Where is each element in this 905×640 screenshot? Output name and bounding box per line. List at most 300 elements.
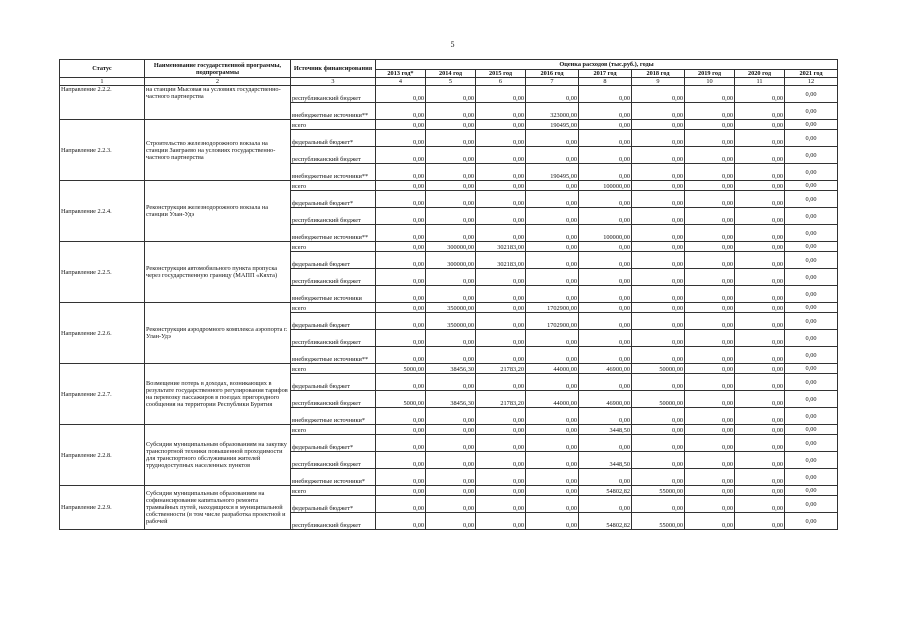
- value-cell: 0,00: [579, 313, 632, 330]
- value-cell: 0,00: [526, 425, 579, 435]
- value-cell: 0,00: [526, 191, 579, 208]
- value-cell: 0,00: [376, 286, 426, 303]
- value-cell: 0,00: [735, 269, 785, 286]
- value-cell: 0,00: [376, 347, 426, 364]
- status-cell: Направление 2.2.3.: [60, 120, 145, 181]
- value-cell: 0,00: [476, 191, 526, 208]
- value-cell: 100000,00: [579, 181, 632, 191]
- value-cell: 0,00: [785, 252, 838, 269]
- value-cell: 0,00: [632, 425, 685, 435]
- value-cell: 0,00: [685, 269, 735, 286]
- value-cell: 44000,00: [526, 391, 579, 408]
- value-cell: 54802,82: [579, 513, 632, 530]
- column-number: 8: [579, 78, 632, 86]
- value-cell: 0,00: [735, 252, 785, 269]
- program-name-cell: Субсидия муниципальным образованиям на закупку транспортной техники повышенной проходимости для транспортного обслуживания жителей труднодоступных населенных пунктов: [145, 425, 291, 486]
- value-cell: 302183,00: [476, 242, 526, 252]
- value-cell: 0,00: [685, 286, 735, 303]
- value-cell: 0,00: [685, 435, 735, 452]
- value-cell: 0,00: [685, 313, 735, 330]
- source-cell: внебюджетные источники**: [291, 164, 376, 181]
- value-cell: 0,00: [426, 347, 476, 364]
- value-cell: 46900,00: [579, 391, 632, 408]
- status-cell: Направление 2.2.7.: [60, 364, 145, 425]
- value-cell: 0,00: [376, 486, 426, 496]
- source-cell: федеральный бюджет: [291, 313, 376, 330]
- source-cell: внебюджетные источники: [291, 286, 376, 303]
- source-cell: внебюджетные источники**: [291, 225, 376, 242]
- value-cell: 0,00: [685, 425, 735, 435]
- value-cell: 0,00: [632, 208, 685, 225]
- value-cell: 0,00: [685, 391, 735, 408]
- value-cell: 0,00: [376, 496, 426, 513]
- value-cell: 0,00: [579, 269, 632, 286]
- value-cell: 1702900,00: [526, 313, 579, 330]
- status-cell: Направление 2.2.6.: [60, 303, 145, 364]
- value-cell: 0,00: [785, 374, 838, 391]
- value-cell: 0,00: [685, 191, 735, 208]
- value-cell: 0,00: [376, 225, 426, 242]
- value-cell: 0,00: [632, 86, 685, 103]
- source-cell: внебюджетные источники*: [291, 408, 376, 425]
- status-cell: Направление 2.2.5.: [60, 242, 145, 303]
- table-row: [60, 486, 838, 496]
- value-cell: 1702900,00: [526, 303, 579, 313]
- header-year: 2019 год: [685, 70, 735, 78]
- value-cell: 0,00: [735, 330, 785, 347]
- value-cell: 0,00: [376, 435, 426, 452]
- value-cell: 5000,00: [376, 364, 426, 374]
- value-cell: 0,00: [735, 147, 785, 164]
- value-cell: 0,00: [785, 164, 838, 181]
- program-name-cell: Реконструкция автомобильного пункта пропуска через государственную границу (МАПП «Кяхта): [145, 242, 291, 303]
- value-cell: 0,00: [735, 181, 785, 191]
- value-cell: 0,00: [476, 330, 526, 347]
- value-cell: 0,00: [526, 469, 579, 486]
- value-cell: 0,00: [735, 120, 785, 130]
- value-cell: 0,00: [426, 435, 476, 452]
- value-cell: 0,00: [426, 208, 476, 225]
- value-cell: 0,00: [476, 513, 526, 530]
- value-cell: 0,00: [476, 208, 526, 225]
- value-cell: 0,00: [376, 208, 426, 225]
- value-cell: 0,00: [735, 242, 785, 252]
- table-row: [60, 303, 838, 313]
- value-cell: 0,00: [785, 86, 838, 103]
- value-cell: 0,00: [426, 225, 476, 242]
- value-cell: 0,00: [426, 86, 476, 103]
- value-cell: 0,00: [735, 225, 785, 242]
- value-cell: 0,00: [426, 130, 476, 147]
- value-cell: 0,00: [376, 469, 426, 486]
- column-number: 10: [685, 78, 735, 86]
- value-cell: 0,00: [785, 208, 838, 225]
- value-cell: 0,00: [426, 513, 476, 530]
- value-cell: 0,00: [376, 147, 426, 164]
- value-cell: 0,00: [426, 425, 476, 435]
- value-cell: 0,00: [785, 408, 838, 425]
- value-cell: 0,00: [376, 513, 426, 530]
- value-cell: 0,00: [579, 374, 632, 391]
- source-cell: всего: [291, 364, 376, 374]
- value-cell: 0,00: [376, 330, 426, 347]
- value-cell: 46900,00: [579, 364, 632, 374]
- value-cell: 0,00: [476, 86, 526, 103]
- value-cell: 0,00: [632, 286, 685, 303]
- source-cell: республиканский бюджет: [291, 513, 376, 530]
- column-number: 12: [785, 78, 838, 86]
- value-cell: 0,00: [476, 408, 526, 425]
- source-cell: федеральный бюджет*: [291, 435, 376, 452]
- value-cell: 0,00: [526, 269, 579, 286]
- program-name-cell: Возмещение потерь в доходах, возникающих в результате государственного регулирования тарифов на перевозку пассажиров в поездах пригородного сообщения на территории Республики Бурятия: [145, 364, 291, 425]
- value-cell: 0,00: [685, 181, 735, 191]
- value-cell: 0,00: [685, 252, 735, 269]
- value-cell: 0,00: [579, 347, 632, 364]
- value-cell: 0,00: [526, 330, 579, 347]
- value-cell: 0,00: [426, 374, 476, 391]
- value-cell: 190495,00: [526, 120, 579, 130]
- value-cell: 0,00: [735, 286, 785, 303]
- value-cell: 0,00: [426, 286, 476, 303]
- value-cell: 0,00: [632, 303, 685, 313]
- value-cell: 0,00: [526, 452, 579, 469]
- source-cell: всего: [291, 181, 376, 191]
- value-cell: 0,00: [685, 452, 735, 469]
- program-name-cell: Строительство железнодорожного вокзала на станции Заиграево на условиях государственно-частного партнерства: [145, 120, 291, 181]
- value-cell: 0,00: [376, 425, 426, 435]
- value-cell: 0,00: [426, 269, 476, 286]
- source-cell: внебюджетные источники**: [291, 103, 376, 120]
- value-cell: 0,00: [685, 486, 735, 496]
- value-cell: 0,00: [526, 496, 579, 513]
- value-cell: 0,00: [685, 374, 735, 391]
- value-cell: 44000,00: [526, 364, 579, 374]
- program-name-cell: Реконструкция аэродромного комплекса аэропорта г. Улан-Удэ: [145, 303, 291, 364]
- value-cell: 0,00: [476, 303, 526, 313]
- source-cell: федеральный бюджет: [291, 374, 376, 391]
- value-cell: 0,00: [579, 164, 632, 181]
- value-cell: 0,00: [735, 86, 785, 103]
- value-cell: 0,00: [785, 347, 838, 364]
- value-cell: 0,00: [785, 181, 838, 191]
- value-cell: 0,00: [476, 374, 526, 391]
- value-cell: 0,00: [476, 435, 526, 452]
- value-cell: 0,00: [735, 103, 785, 120]
- value-cell: 0,00: [526, 347, 579, 364]
- value-cell: 0,00: [476, 425, 526, 435]
- value-cell: 0,00: [735, 303, 785, 313]
- value-cell: 0,00: [785, 303, 838, 313]
- value-cell: 0,00: [579, 130, 632, 147]
- value-cell: 0,00: [476, 147, 526, 164]
- value-cell: 0,00: [376, 164, 426, 181]
- value-cell: 0,00: [426, 330, 476, 347]
- value-cell: 0,00: [526, 181, 579, 191]
- value-cell: 0,00: [785, 425, 838, 435]
- value-cell: 0,00: [632, 191, 685, 208]
- column-number: 2: [145, 78, 291, 86]
- column-number: 5: [426, 78, 476, 86]
- page-number: 5: [450, 40, 455, 49]
- value-cell: 50000,00: [632, 391, 685, 408]
- value-cell: 0,00: [632, 452, 685, 469]
- value-cell: 0,00: [785, 313, 838, 330]
- value-cell: 0,00: [685, 86, 735, 103]
- value-cell: 3448,50: [579, 425, 632, 435]
- value-cell: 0,00: [426, 103, 476, 120]
- value-cell: 0,00: [735, 313, 785, 330]
- value-cell: 5000,00: [376, 391, 426, 408]
- value-cell: 0,00: [426, 486, 476, 496]
- source-cell: республиканский бюджет: [291, 452, 376, 469]
- value-cell: 0,00: [785, 435, 838, 452]
- value-cell: 0,00: [426, 496, 476, 513]
- value-cell: 0,00: [376, 269, 426, 286]
- value-cell: 0,00: [735, 496, 785, 513]
- value-cell: 0,00: [685, 408, 735, 425]
- value-cell: 0,00: [579, 103, 632, 120]
- value-cell: 0,00: [685, 469, 735, 486]
- value-cell: 0,00: [526, 86, 579, 103]
- value-cell: 0,00: [526, 242, 579, 252]
- value-cell: 0,00: [735, 364, 785, 374]
- column-number: 3: [291, 78, 376, 86]
- value-cell: 0,00: [735, 391, 785, 408]
- value-cell: 0,00: [579, 469, 632, 486]
- value-cell: 0,00: [376, 408, 426, 425]
- value-cell: 0,00: [476, 103, 526, 120]
- program-name-cell: Субсидия муниципальным образованиям на софинансирование капитального ремонта трамвайных путей, находящихся в муниципальной собственности (в том числе разработка проектной и рабочей: [145, 486, 291, 530]
- value-cell: 0,00: [785, 496, 838, 513]
- column-number: 4: [376, 78, 426, 86]
- source-cell: федеральный бюджет*: [291, 130, 376, 147]
- value-cell: 21783,20: [476, 364, 526, 374]
- value-cell: 0,00: [632, 347, 685, 364]
- value-cell: 0,00: [632, 164, 685, 181]
- value-cell: 0,00: [579, 252, 632, 269]
- header-year: 2016 год: [526, 70, 579, 78]
- program-name-cell: Реконструкция железнодорожного вокзала на станции Улан-Удэ: [145, 181, 291, 242]
- value-cell: 350000,00: [426, 313, 476, 330]
- value-cell: 0,00: [526, 252, 579, 269]
- value-cell: 21783,20: [476, 391, 526, 408]
- source-cell: всего: [291, 120, 376, 130]
- value-cell: 0,00: [735, 374, 785, 391]
- value-cell: 0,00: [526, 225, 579, 242]
- value-cell: 0,00: [785, 191, 838, 208]
- column-number: 7: [526, 78, 579, 86]
- value-cell: 0,00: [735, 435, 785, 452]
- source-cell: всего: [291, 303, 376, 313]
- source-cell: федеральный бюджет*: [291, 496, 376, 513]
- value-cell: 0,00: [579, 86, 632, 103]
- value-cell: 0,00: [735, 469, 785, 486]
- source-cell: республиканский бюджет: [291, 147, 376, 164]
- value-cell: 54802,82: [579, 486, 632, 496]
- value-cell: 0,00: [579, 303, 632, 313]
- value-cell: 0,00: [426, 147, 476, 164]
- value-cell: 0,00: [426, 452, 476, 469]
- value-cell: 0,00: [785, 130, 838, 147]
- program-name-cell: на станции Мысовая на условиях государственно-частного партнерства: [145, 86, 291, 120]
- table-row: [60, 181, 838, 191]
- value-cell: 0,00: [526, 208, 579, 225]
- value-cell: 0,00: [785, 330, 838, 347]
- value-cell: 0,00: [632, 252, 685, 269]
- value-cell: 0,00: [632, 313, 685, 330]
- value-cell: 0,00: [426, 469, 476, 486]
- value-cell: 0,00: [785, 364, 838, 374]
- value-cell: 0,00: [685, 164, 735, 181]
- status-cell: Направление 2.2.8.: [60, 425, 145, 486]
- column-number: 9: [632, 78, 685, 86]
- value-cell: 0,00: [376, 252, 426, 269]
- value-cell: 0,00: [785, 513, 838, 530]
- value-cell: 0,00: [685, 330, 735, 347]
- value-cell: 0,00: [476, 469, 526, 486]
- value-cell: 0,00: [476, 225, 526, 242]
- table-row: [60, 425, 838, 435]
- header-estimate: Оценка расходов (тыс.руб.), годы: [376, 60, 838, 70]
- column-number: 6: [476, 78, 526, 86]
- value-cell: 0,00: [476, 164, 526, 181]
- value-cell: 0,00: [476, 347, 526, 364]
- value-cell: 0,00: [476, 452, 526, 469]
- status-cell: Направление 2.2.4.: [60, 181, 145, 242]
- value-cell: 3448,50: [579, 452, 632, 469]
- value-cell: 0,00: [476, 181, 526, 191]
- value-cell: 0,00: [632, 374, 685, 391]
- value-cell: 0,00: [632, 269, 685, 286]
- value-cell: 0,00: [785, 147, 838, 164]
- value-cell: 0,00: [579, 496, 632, 513]
- value-cell: 0,00: [735, 191, 785, 208]
- source-cell: республиканский бюджет: [291, 391, 376, 408]
- value-cell: 0,00: [632, 496, 685, 513]
- value-cell: 0,00: [685, 513, 735, 530]
- source-cell: республиканский бюджет: [291, 86, 376, 103]
- header-year: 2021 год: [785, 70, 838, 78]
- value-cell: 0,00: [476, 496, 526, 513]
- value-cell: 0,00: [685, 103, 735, 120]
- value-cell: 0,00: [526, 130, 579, 147]
- value-cell: 0,00: [579, 208, 632, 225]
- value-cell: 0,00: [785, 469, 838, 486]
- value-cell: 50000,00: [632, 364, 685, 374]
- value-cell: 55000,00: [632, 513, 685, 530]
- source-cell: федеральный бюджет*: [291, 191, 376, 208]
- value-cell: 190495,00: [526, 164, 579, 181]
- value-cell: 0,00: [685, 208, 735, 225]
- value-cell: 0,00: [526, 513, 579, 530]
- value-cell: 0,00: [579, 191, 632, 208]
- value-cell: 0,00: [526, 435, 579, 452]
- source-cell: республиканский бюджет: [291, 208, 376, 225]
- header-source: Источник финансирования: [291, 60, 376, 78]
- value-cell: 0,00: [476, 269, 526, 286]
- value-cell: 0,00: [632, 130, 685, 147]
- value-cell: 0,00: [376, 303, 426, 313]
- value-cell: 0,00: [735, 452, 785, 469]
- status-cell: Направление 2.2.9.: [60, 486, 145, 530]
- value-cell: 0,00: [426, 164, 476, 181]
- value-cell: 0,00: [426, 120, 476, 130]
- value-cell: 0,00: [526, 147, 579, 164]
- value-cell: 0,00: [632, 225, 685, 242]
- value-cell: 0,00: [735, 130, 785, 147]
- value-cell: 0,00: [632, 242, 685, 252]
- value-cell: 0,00: [632, 330, 685, 347]
- source-cell: внебюджетные источники**: [291, 347, 376, 364]
- value-cell: 0,00: [685, 496, 735, 513]
- value-cell: 0,00: [632, 435, 685, 452]
- header-year: 2018 год: [632, 70, 685, 78]
- value-cell: 0,00: [476, 120, 526, 130]
- value-cell: 0,00: [579, 242, 632, 252]
- value-cell: 0,00: [735, 208, 785, 225]
- value-cell: 0,00: [785, 452, 838, 469]
- value-cell: 0,00: [579, 408, 632, 425]
- value-cell: 0,00: [685, 347, 735, 364]
- value-cell: 55000,00: [632, 486, 685, 496]
- value-cell: 0,00: [526, 374, 579, 391]
- value-cell: 0,00: [579, 120, 632, 130]
- value-cell: 0,00: [632, 469, 685, 486]
- value-cell: 100000,00: [579, 225, 632, 242]
- value-cell: 0,00: [632, 120, 685, 130]
- header-program-name: Наименование государственной программы, подпрограммы: [145, 60, 291, 78]
- value-cell: 0,00: [785, 242, 838, 252]
- source-cell: всего: [291, 425, 376, 435]
- header-year: 2013 год*: [376, 70, 426, 78]
- value-cell: 323000,00: [526, 103, 579, 120]
- value-cell: 0,00: [685, 147, 735, 164]
- value-cell: 0,00: [785, 391, 838, 408]
- source-cell: республиканский бюджет: [291, 330, 376, 347]
- value-cell: 0,00: [632, 181, 685, 191]
- value-cell: 0,00: [376, 103, 426, 120]
- value-cell: 0,00: [526, 286, 579, 303]
- value-cell: 0,00: [376, 452, 426, 469]
- value-cell: 0,00: [376, 374, 426, 391]
- value-cell: 0,00: [632, 408, 685, 425]
- value-cell: 0,00: [376, 86, 426, 103]
- value-cell: 0,00: [735, 164, 785, 181]
- table-row: [60, 120, 838, 130]
- table-row: [60, 86, 838, 103]
- source-cell: всего: [291, 486, 376, 496]
- value-cell: 302183,00: [476, 252, 526, 269]
- value-cell: 350000,00: [426, 303, 476, 313]
- source-cell: федеральный бюджет: [291, 252, 376, 269]
- column-number: 1: [60, 78, 145, 86]
- source-cell: всего: [291, 242, 376, 252]
- value-cell: 0,00: [526, 408, 579, 425]
- header-year: 2014 год: [426, 70, 476, 78]
- value-cell: 0,00: [376, 120, 426, 130]
- value-cell: 0,00: [579, 147, 632, 164]
- value-cell: 0,00: [426, 191, 476, 208]
- value-cell: 0,00: [685, 225, 735, 242]
- value-cell: 0,00: [685, 242, 735, 252]
- header-year: 2015 год: [476, 70, 526, 78]
- value-cell: 0,00: [632, 103, 685, 120]
- value-cell: 0,00: [579, 286, 632, 303]
- value-cell: 0,00: [376, 181, 426, 191]
- value-cell: 0,00: [735, 347, 785, 364]
- value-cell: 0,00: [735, 486, 785, 496]
